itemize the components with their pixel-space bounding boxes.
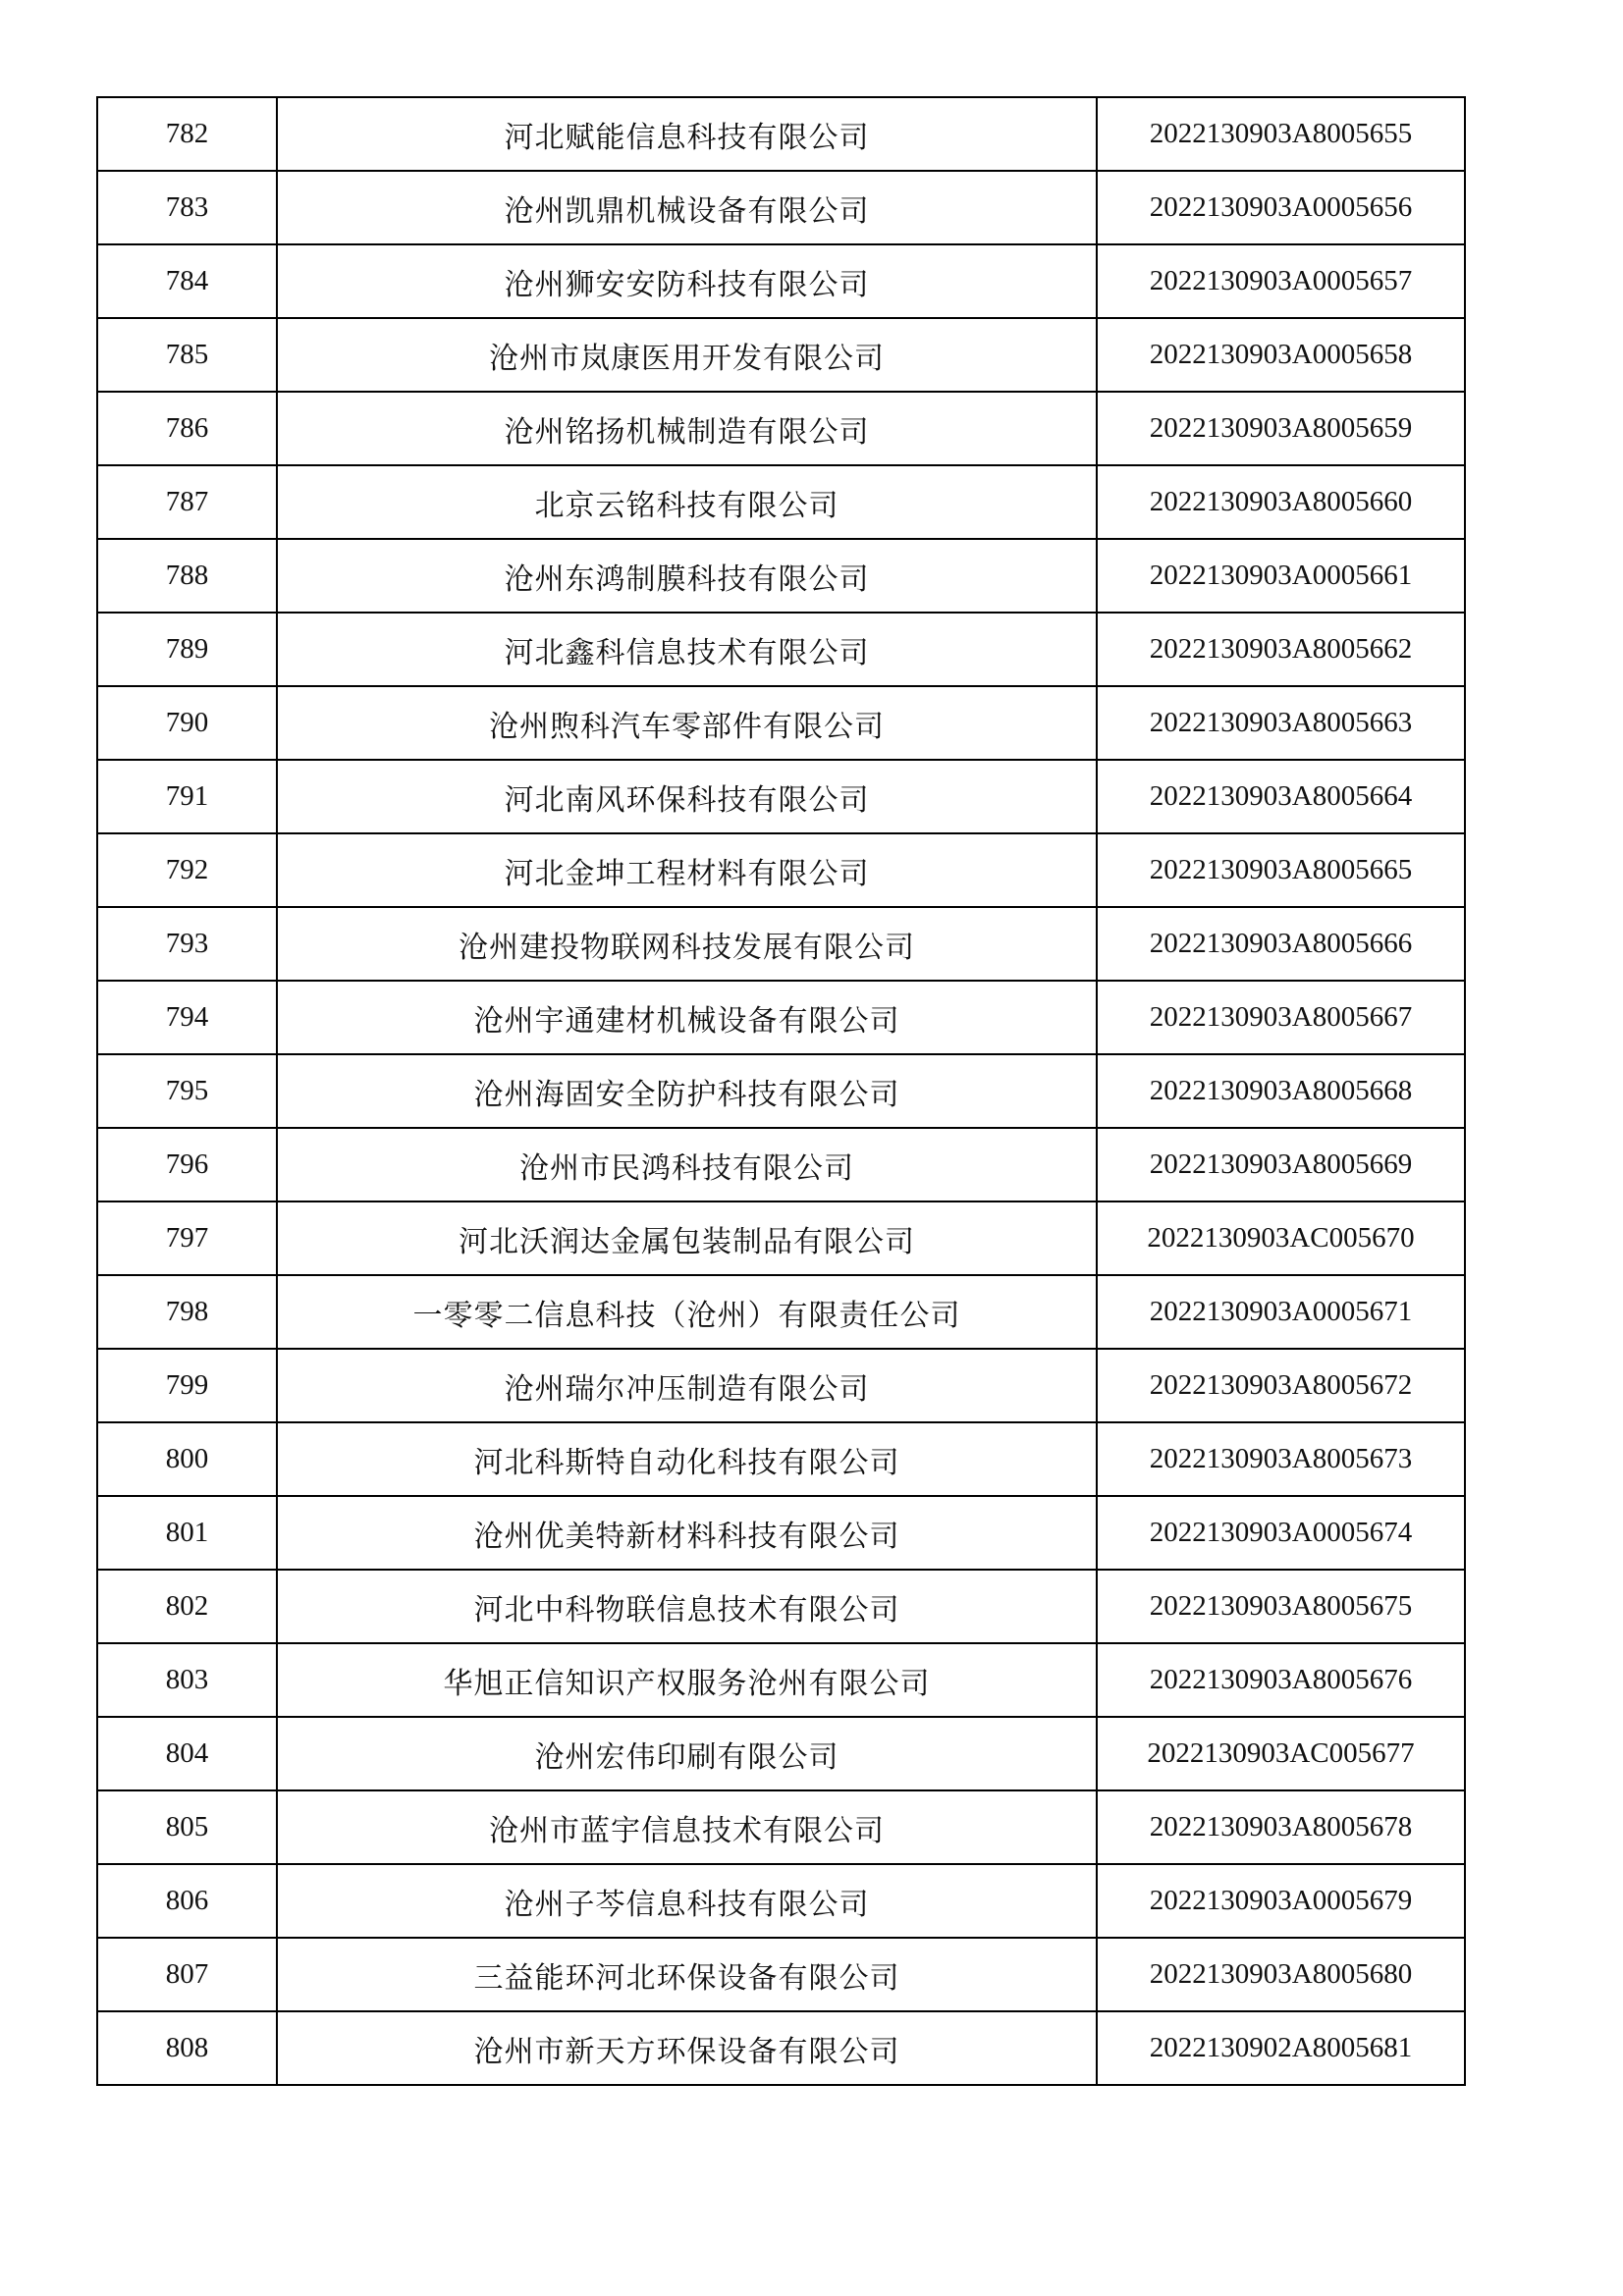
table-row — [97, 760, 1465, 833]
company-name-cell: 沧州瑞尔冲压制造有限公司 — [277, 1349, 1097, 1422]
row-number-cell: 789 — [97, 613, 277, 686]
registration-code-cell: 2022130903A8005659 — [1097, 392, 1465, 465]
registration-code-cell: 2022130903A0005674 — [1097, 1496, 1465, 1570]
registration-code-cell: 2022130903A8005655 — [1097, 97, 1465, 171]
registration-code-cell: 2022130903A8005668 — [1097, 1054, 1465, 1128]
row-number-cell: 806 — [97, 1864, 277, 1938]
registration-code-cell: 2022130903A8005676 — [1097, 1643, 1465, 1717]
company-name-cell: 河北中科物联信息技术有限公司 — [277, 1570, 1097, 1643]
table-row — [97, 1275, 1465, 1349]
row-number-cell: 795 — [97, 1054, 277, 1128]
registration-code-cell: 2022130903A8005669 — [1097, 1128, 1465, 1201]
registration-code-cell: 2022130903AC005677 — [1097, 1717, 1465, 1790]
table-row — [97, 686, 1465, 760]
company-name-cell: 沧州建投物联网科技发展有限公司 — [277, 907, 1097, 981]
table-row — [97, 2011, 1465, 2085]
registration-code-cell: 2022130903A8005666 — [1097, 907, 1465, 981]
registration-code-cell: 2022130903A0005679 — [1097, 1864, 1465, 1938]
company-name-cell: 河北南风环保科技有限公司 — [277, 760, 1097, 833]
company-name-cell: 沧州煦科汽车零部件有限公司 — [277, 686, 1097, 760]
table-row — [97, 907, 1465, 981]
row-number-cell: 793 — [97, 907, 277, 981]
registration-code-cell: 2022130903A0005658 — [1097, 318, 1465, 392]
table-row — [97, 1938, 1465, 2011]
company-name-cell: 河北科斯特自动化科技有限公司 — [277, 1422, 1097, 1496]
registration-code-cell: 2022130903A8005675 — [1097, 1570, 1465, 1643]
table-row — [97, 1422, 1465, 1496]
company-name-cell: 沧州海固安全防护科技有限公司 — [277, 1054, 1097, 1128]
registration-code-cell: 2022130903A8005664 — [1097, 760, 1465, 833]
registration-code-cell: 2022130903A8005678 — [1097, 1790, 1465, 1864]
registration-code-cell: 2022130903A8005660 — [1097, 465, 1465, 539]
registry-table-body — [97, 97, 1465, 2085]
table-row — [97, 1201, 1465, 1275]
table-row — [97, 392, 1465, 465]
row-number-cell: 798 — [97, 1275, 277, 1349]
row-number-cell: 797 — [97, 1201, 277, 1275]
registration-code-cell: 2022130903A8005663 — [1097, 686, 1465, 760]
registration-code-cell: 2022130903AC005670 — [1097, 1201, 1465, 1275]
company-name-cell: 沧州市新天方环保设备有限公司 — [277, 2011, 1097, 2085]
company-name-cell: 沧州东鸿制膜科技有限公司 — [277, 539, 1097, 613]
row-number-cell: 801 — [97, 1496, 277, 1570]
row-number-cell: 802 — [97, 1570, 277, 1643]
table-row — [97, 244, 1465, 318]
company-name-cell: 沧州宇通建材机械设备有限公司 — [277, 981, 1097, 1054]
table-row — [97, 1717, 1465, 1790]
table-row — [97, 97, 1465, 171]
row-number-cell: 784 — [97, 244, 277, 318]
row-number-cell: 807 — [97, 1938, 277, 2011]
table-row — [97, 833, 1465, 907]
company-name-cell: 沧州优美特新材料科技有限公司 — [277, 1496, 1097, 1570]
row-number-cell: 805 — [97, 1790, 277, 1864]
registration-code-cell: 2022130903A8005673 — [1097, 1422, 1465, 1496]
registration-code-cell: 2022130903A0005671 — [1097, 1275, 1465, 1349]
registration-code-cell: 2022130903A0005661 — [1097, 539, 1465, 613]
table-row — [97, 171, 1465, 244]
company-name-cell: 河北鑫科信息技术有限公司 — [277, 613, 1097, 686]
company-name-cell: 三益能环河北环保设备有限公司 — [277, 1938, 1097, 2011]
row-number-cell: 788 — [97, 539, 277, 613]
table-row — [97, 613, 1465, 686]
registration-code-cell: 2022130903A8005662 — [1097, 613, 1465, 686]
registration-code-cell: 2022130903A0005656 — [1097, 171, 1465, 244]
company-name-cell: 沧州子芩信息科技有限公司 — [277, 1864, 1097, 1938]
row-number-cell: 787 — [97, 465, 277, 539]
registration-code-cell: 2022130903A8005680 — [1097, 1938, 1465, 2011]
row-number-cell: 785 — [97, 318, 277, 392]
registration-code-cell: 2022130903A0005657 — [1097, 244, 1465, 318]
row-number-cell: 792 — [97, 833, 277, 907]
registration-code-cell: 2022130903A8005672 — [1097, 1349, 1465, 1422]
registration-code-cell: 2022130902A8005681 — [1097, 2011, 1465, 2085]
company-name-cell: 河北赋能信息科技有限公司 — [277, 97, 1097, 171]
table-row — [97, 1054, 1465, 1128]
row-number-cell: 808 — [97, 2011, 277, 2085]
company-name-cell: 沧州市蓝宇信息技术有限公司 — [277, 1790, 1097, 1864]
table-row — [97, 465, 1465, 539]
company-name-cell: 沧州狮安安防科技有限公司 — [277, 244, 1097, 318]
company-name-cell: 一零零二信息科技（沧州）有限责任公司 — [277, 1275, 1097, 1349]
row-number-cell: 786 — [97, 392, 277, 465]
table-row — [97, 1349, 1465, 1422]
table-row — [97, 981, 1465, 1054]
row-number-cell: 783 — [97, 171, 277, 244]
company-name-cell: 沧州宏伟印刷有限公司 — [277, 1717, 1097, 1790]
row-number-cell: 803 — [97, 1643, 277, 1717]
registration-code-cell: 2022130903A8005665 — [1097, 833, 1465, 907]
company-name-cell: 华旭正信知识产权服务沧州有限公司 — [277, 1643, 1097, 1717]
company-name-cell: 北京云铭科技有限公司 — [277, 465, 1097, 539]
row-number-cell: 794 — [97, 981, 277, 1054]
table-row — [97, 539, 1465, 613]
company-name-cell: 沧州市民鸿科技有限公司 — [277, 1128, 1097, 1201]
company-name-cell: 河北沃润达金属包装制品有限公司 — [277, 1201, 1097, 1275]
registration-code-cell: 2022130903A8005667 — [1097, 981, 1465, 1054]
row-number-cell: 790 — [97, 686, 277, 760]
row-number-cell: 800 — [97, 1422, 277, 1496]
table-row — [97, 1128, 1465, 1201]
table-row — [97, 1570, 1465, 1643]
company-name-cell: 河北金坤工程材料有限公司 — [277, 833, 1097, 907]
company-name-cell: 沧州铭扬机械制造有限公司 — [277, 392, 1097, 465]
table-row — [97, 1864, 1465, 1938]
table-row — [97, 1790, 1465, 1864]
row-number-cell: 782 — [97, 97, 277, 171]
company-name-cell: 沧州凯鼎机械设备有限公司 — [277, 171, 1097, 244]
table-row — [97, 1496, 1465, 1570]
row-number-cell: 804 — [97, 1717, 277, 1790]
row-number-cell: 799 — [97, 1349, 277, 1422]
table-row — [97, 1643, 1465, 1717]
company-name-cell: 沧州市岚康医用开发有限公司 — [277, 318, 1097, 392]
row-number-cell: 791 — [97, 760, 277, 833]
table-row — [97, 318, 1465, 392]
row-number-cell: 796 — [97, 1128, 277, 1201]
company-registry-table — [96, 96, 1466, 2086]
